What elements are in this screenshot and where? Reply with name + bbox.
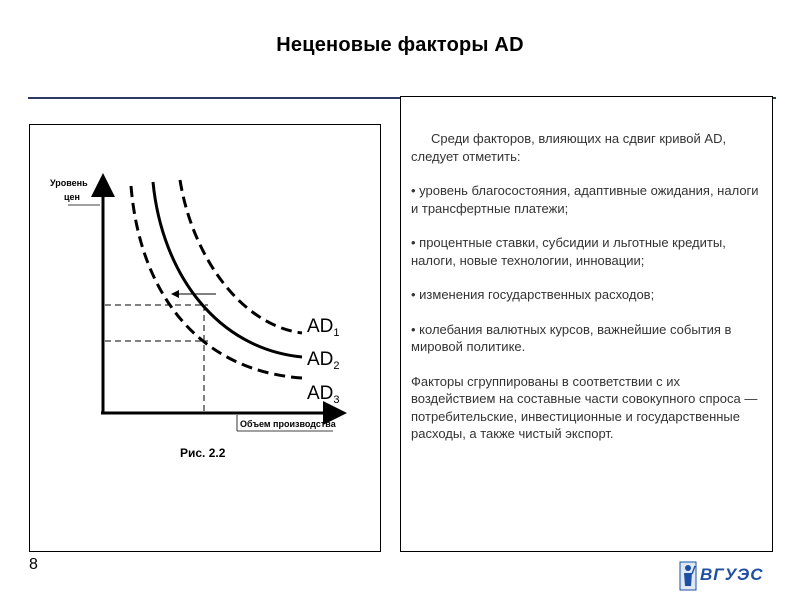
bullet-item: • изменения государственных расходов; [411, 287, 655, 302]
statue-emblem-icon [678, 560, 698, 592]
ad-curve-figure [29, 124, 381, 552]
conclusion-paragraph: Факторы сгруппированы в соответствии с их воздействием на составные части совокупного спроса — потребительские, инвестиционные и государственные расходы, а также чистый экспорт. [411, 373, 758, 441]
figure-caption: Рис. 2.2 [180, 446, 226, 460]
logo-text: ВГУЭС [700, 565, 764, 584]
x-axis-label: Объем производства [240, 419, 336, 429]
ad2-label: $AD_2$ [307, 349, 340, 372]
y-axis-label-line2: цен [64, 192, 80, 202]
university-logo [678, 560, 768, 592]
ad2-curve [153, 182, 302, 357]
page-number: 8 [29, 556, 38, 573]
ad3-label: $AD_3$ [307, 383, 340, 406]
y-axis-label-line1: Уровень [50, 178, 88, 188]
ad-curve-diagram [30, 125, 382, 553]
slide-title: Неценовые факторы AD [276, 34, 524, 56]
bullet-item: • процентные ставки, субсидии и льготные кредиты, налоги, новые технологии, инновации; [411, 235, 726, 268]
factors-text-box [400, 96, 773, 552]
bullet-item: • колебания валютных курсов, важнейшие события в мировой политике. [411, 321, 732, 354]
intro-paragraph: Среди факторов, влияющих на сдвиг кривой AD, следует отметить: [411, 131, 727, 164]
bullet-item: • уровень благосостояния, адаптивные ожидания, налоги и трансфертные платежи; [411, 183, 759, 216]
ad1-curve [180, 180, 302, 333]
ad1-label: $AD_1$ [307, 316, 340, 339]
